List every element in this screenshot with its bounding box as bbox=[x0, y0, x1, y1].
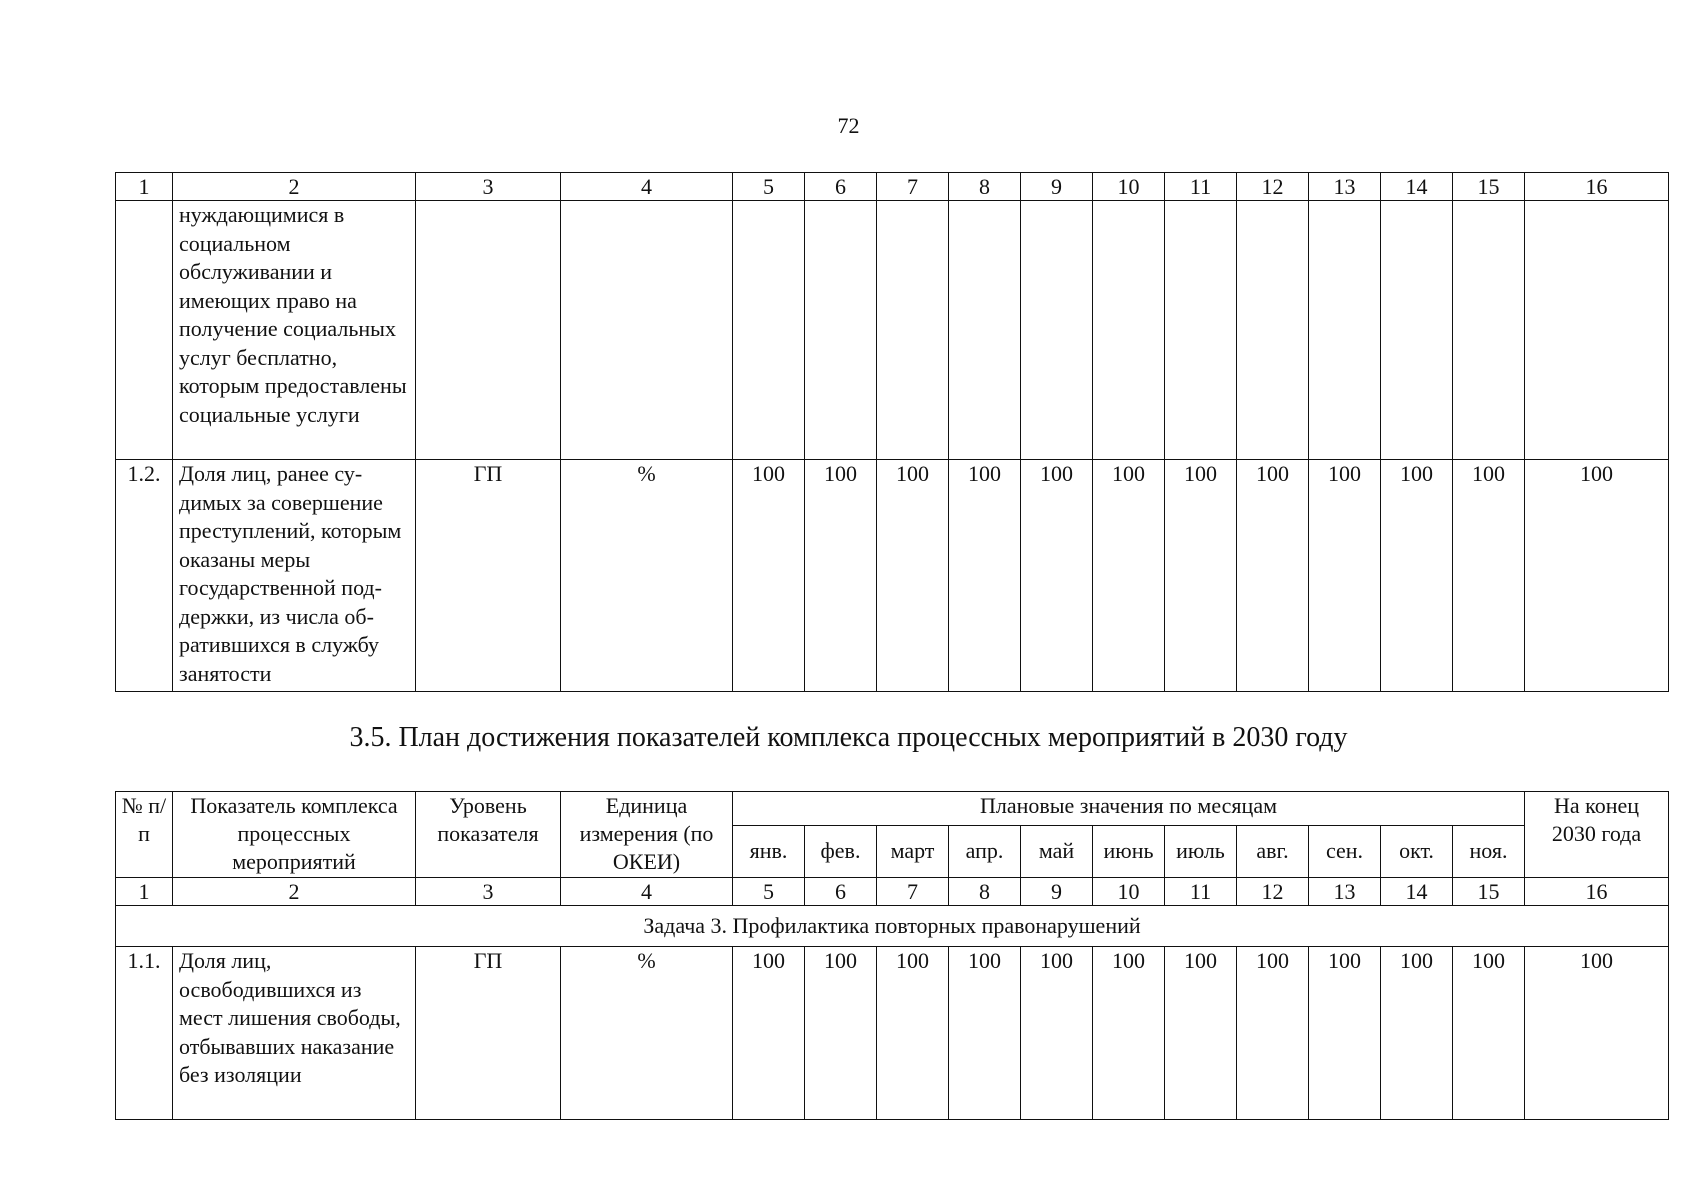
column-number: 8 bbox=[949, 878, 1021, 906]
month-value bbox=[877, 201, 949, 460]
unit-of-measure bbox=[561, 201, 733, 460]
month-header: окт. bbox=[1381, 826, 1453, 878]
column-number: 13 bbox=[1309, 878, 1381, 906]
month-value: 100 bbox=[1309, 460, 1381, 692]
month-value: 100 bbox=[877, 460, 949, 692]
month-value: 100 bbox=[877, 947, 949, 1120]
month-value: 100 bbox=[1093, 460, 1165, 692]
table-row bbox=[116, 947, 1669, 1120]
task-row bbox=[116, 906, 1669, 947]
header-row bbox=[116, 792, 1669, 826]
month-value: 100 bbox=[1237, 947, 1309, 1120]
month-header: март bbox=[877, 826, 949, 878]
page-number: 72 bbox=[837, 113, 860, 138]
month-value: 100 bbox=[1453, 947, 1525, 1120]
column-number: 11 bbox=[1165, 878, 1237, 906]
column-number: 9 bbox=[1021, 878, 1093, 906]
column-number: 7 bbox=[877, 878, 949, 906]
month-value: 100 bbox=[733, 460, 805, 692]
column-number: 16 bbox=[1525, 173, 1669, 201]
month-value: 100 bbox=[949, 460, 1021, 692]
unit-of-measure: % bbox=[561, 460, 733, 692]
column-number: 6 bbox=[805, 173, 877, 201]
month-value bbox=[1237, 201, 1309, 460]
month-value bbox=[1453, 201, 1525, 460]
header-year-end: На конец 2030 года bbox=[1525, 792, 1669, 878]
indicator-name: Доля лиц, ранее судимых за совершение преступлений, которым оказаны меры государственной поддержки, из числа обратившихся в службу занятости bbox=[173, 460, 416, 692]
header-plan-by-month: Плановые значения по месяцам bbox=[733, 792, 1525, 826]
month-value: 100 bbox=[949, 947, 1021, 1120]
column-number: 14 bbox=[1381, 173, 1453, 201]
month-value: 100 bbox=[733, 947, 805, 1120]
month-value: 100 bbox=[1453, 460, 1525, 692]
header-number: № п/п bbox=[116, 792, 173, 878]
column-number: 3 bbox=[416, 173, 561, 201]
month-value bbox=[1021, 201, 1093, 460]
month-value: 100 bbox=[1021, 460, 1093, 692]
column-number: 2 bbox=[173, 173, 416, 201]
month-header: июль bbox=[1165, 826, 1237, 878]
month-header: апр. bbox=[949, 826, 1021, 878]
plan-table-2030 bbox=[115, 791, 1669, 1120]
month-header: авг. bbox=[1237, 826, 1309, 878]
indicators-table-continued bbox=[115, 172, 1669, 692]
section-title: 3.5. План достижения показателей комплекса процессных мероприятий в 2030 году bbox=[349, 722, 1348, 753]
year-end-value: 100 bbox=[1525, 947, 1669, 1120]
month-value bbox=[805, 201, 877, 460]
unit-of-measure: % bbox=[561, 947, 733, 1120]
month-value bbox=[1093, 201, 1165, 460]
month-value: 100 bbox=[1381, 947, 1453, 1120]
month-value bbox=[949, 201, 1021, 460]
month-header: янв. bbox=[733, 826, 805, 878]
month-header: сен. bbox=[1309, 826, 1381, 878]
column-number: 5 bbox=[733, 173, 805, 201]
column-number: 1 bbox=[116, 173, 173, 201]
header-level: Уровень показателя bbox=[416, 792, 561, 878]
column-number: 9 bbox=[1021, 173, 1093, 201]
month-value: 100 bbox=[1381, 460, 1453, 692]
indicator-level: ГП bbox=[416, 460, 561, 692]
column-number: 7 bbox=[877, 173, 949, 201]
column-number: 16 bbox=[1525, 878, 1669, 906]
indicator-name: нуждающимися в социальном обслуживании и имеющих право на получение социальных услуг бесплатно, которым предоставлены социальные услуги bbox=[173, 201, 416, 460]
year-end-value: 100 bbox=[1525, 460, 1669, 692]
column-number: 1 bbox=[116, 878, 173, 906]
month-value bbox=[1309, 201, 1381, 460]
month-value: 100 bbox=[805, 460, 877, 692]
month-header: ноя. bbox=[1453, 826, 1525, 878]
column-number: 6 bbox=[805, 878, 877, 906]
header-unit: Единица измерения (по ОКЕИ) bbox=[561, 792, 733, 878]
indicator-name: Доля лиц, освободившихся из мест лишения свободы, отбывавших наказание без изоляции bbox=[173, 947, 416, 1120]
column-number: 3 bbox=[416, 878, 561, 906]
month-header: май bbox=[1021, 826, 1093, 878]
month-value: 100 bbox=[1165, 460, 1237, 692]
month-value: 100 bbox=[1237, 460, 1309, 692]
indicator-level: ГП bbox=[416, 947, 561, 1120]
month-value: 100 bbox=[1021, 947, 1093, 1120]
column-number: 12 bbox=[1237, 173, 1309, 201]
month-value: 100 bbox=[1093, 947, 1165, 1120]
month-value bbox=[1165, 201, 1237, 460]
month-header: июнь bbox=[1093, 826, 1165, 878]
column-number-row bbox=[116, 173, 1669, 201]
column-number: 4 bbox=[561, 173, 733, 201]
month-header: фев. bbox=[805, 826, 877, 878]
row-number: 1.2. bbox=[116, 460, 173, 692]
column-number: 2 bbox=[173, 878, 416, 906]
table-row bbox=[116, 460, 1669, 692]
column-number: 14 bbox=[1381, 878, 1453, 906]
column-number: 8 bbox=[949, 173, 1021, 201]
column-number: 15 bbox=[1453, 878, 1525, 906]
indicator-level bbox=[416, 201, 561, 460]
month-value: 100 bbox=[1309, 947, 1381, 1120]
column-number: 10 bbox=[1093, 878, 1165, 906]
header-indicator: Показатель комплекса процессных мероприятий bbox=[173, 792, 416, 878]
task-title: Задача 3. Профилактика повторных правонарушений bbox=[116, 906, 1669, 947]
month-value bbox=[1381, 201, 1453, 460]
row-number bbox=[116, 201, 173, 460]
month-value bbox=[733, 201, 805, 460]
column-number: 10 bbox=[1093, 173, 1165, 201]
column-number-row bbox=[116, 878, 1669, 906]
column-number: 11 bbox=[1165, 173, 1237, 201]
row-number: 1.1. bbox=[116, 947, 173, 1120]
column-number: 4 bbox=[561, 878, 733, 906]
column-number: 15 bbox=[1453, 173, 1525, 201]
month-value: 100 bbox=[1165, 947, 1237, 1120]
column-number: 13 bbox=[1309, 173, 1381, 201]
table-row bbox=[116, 201, 1669, 460]
column-number: 5 bbox=[733, 878, 805, 906]
month-value: 100 bbox=[805, 947, 877, 1120]
column-number: 12 bbox=[1237, 878, 1309, 906]
year-end-value bbox=[1525, 201, 1669, 460]
